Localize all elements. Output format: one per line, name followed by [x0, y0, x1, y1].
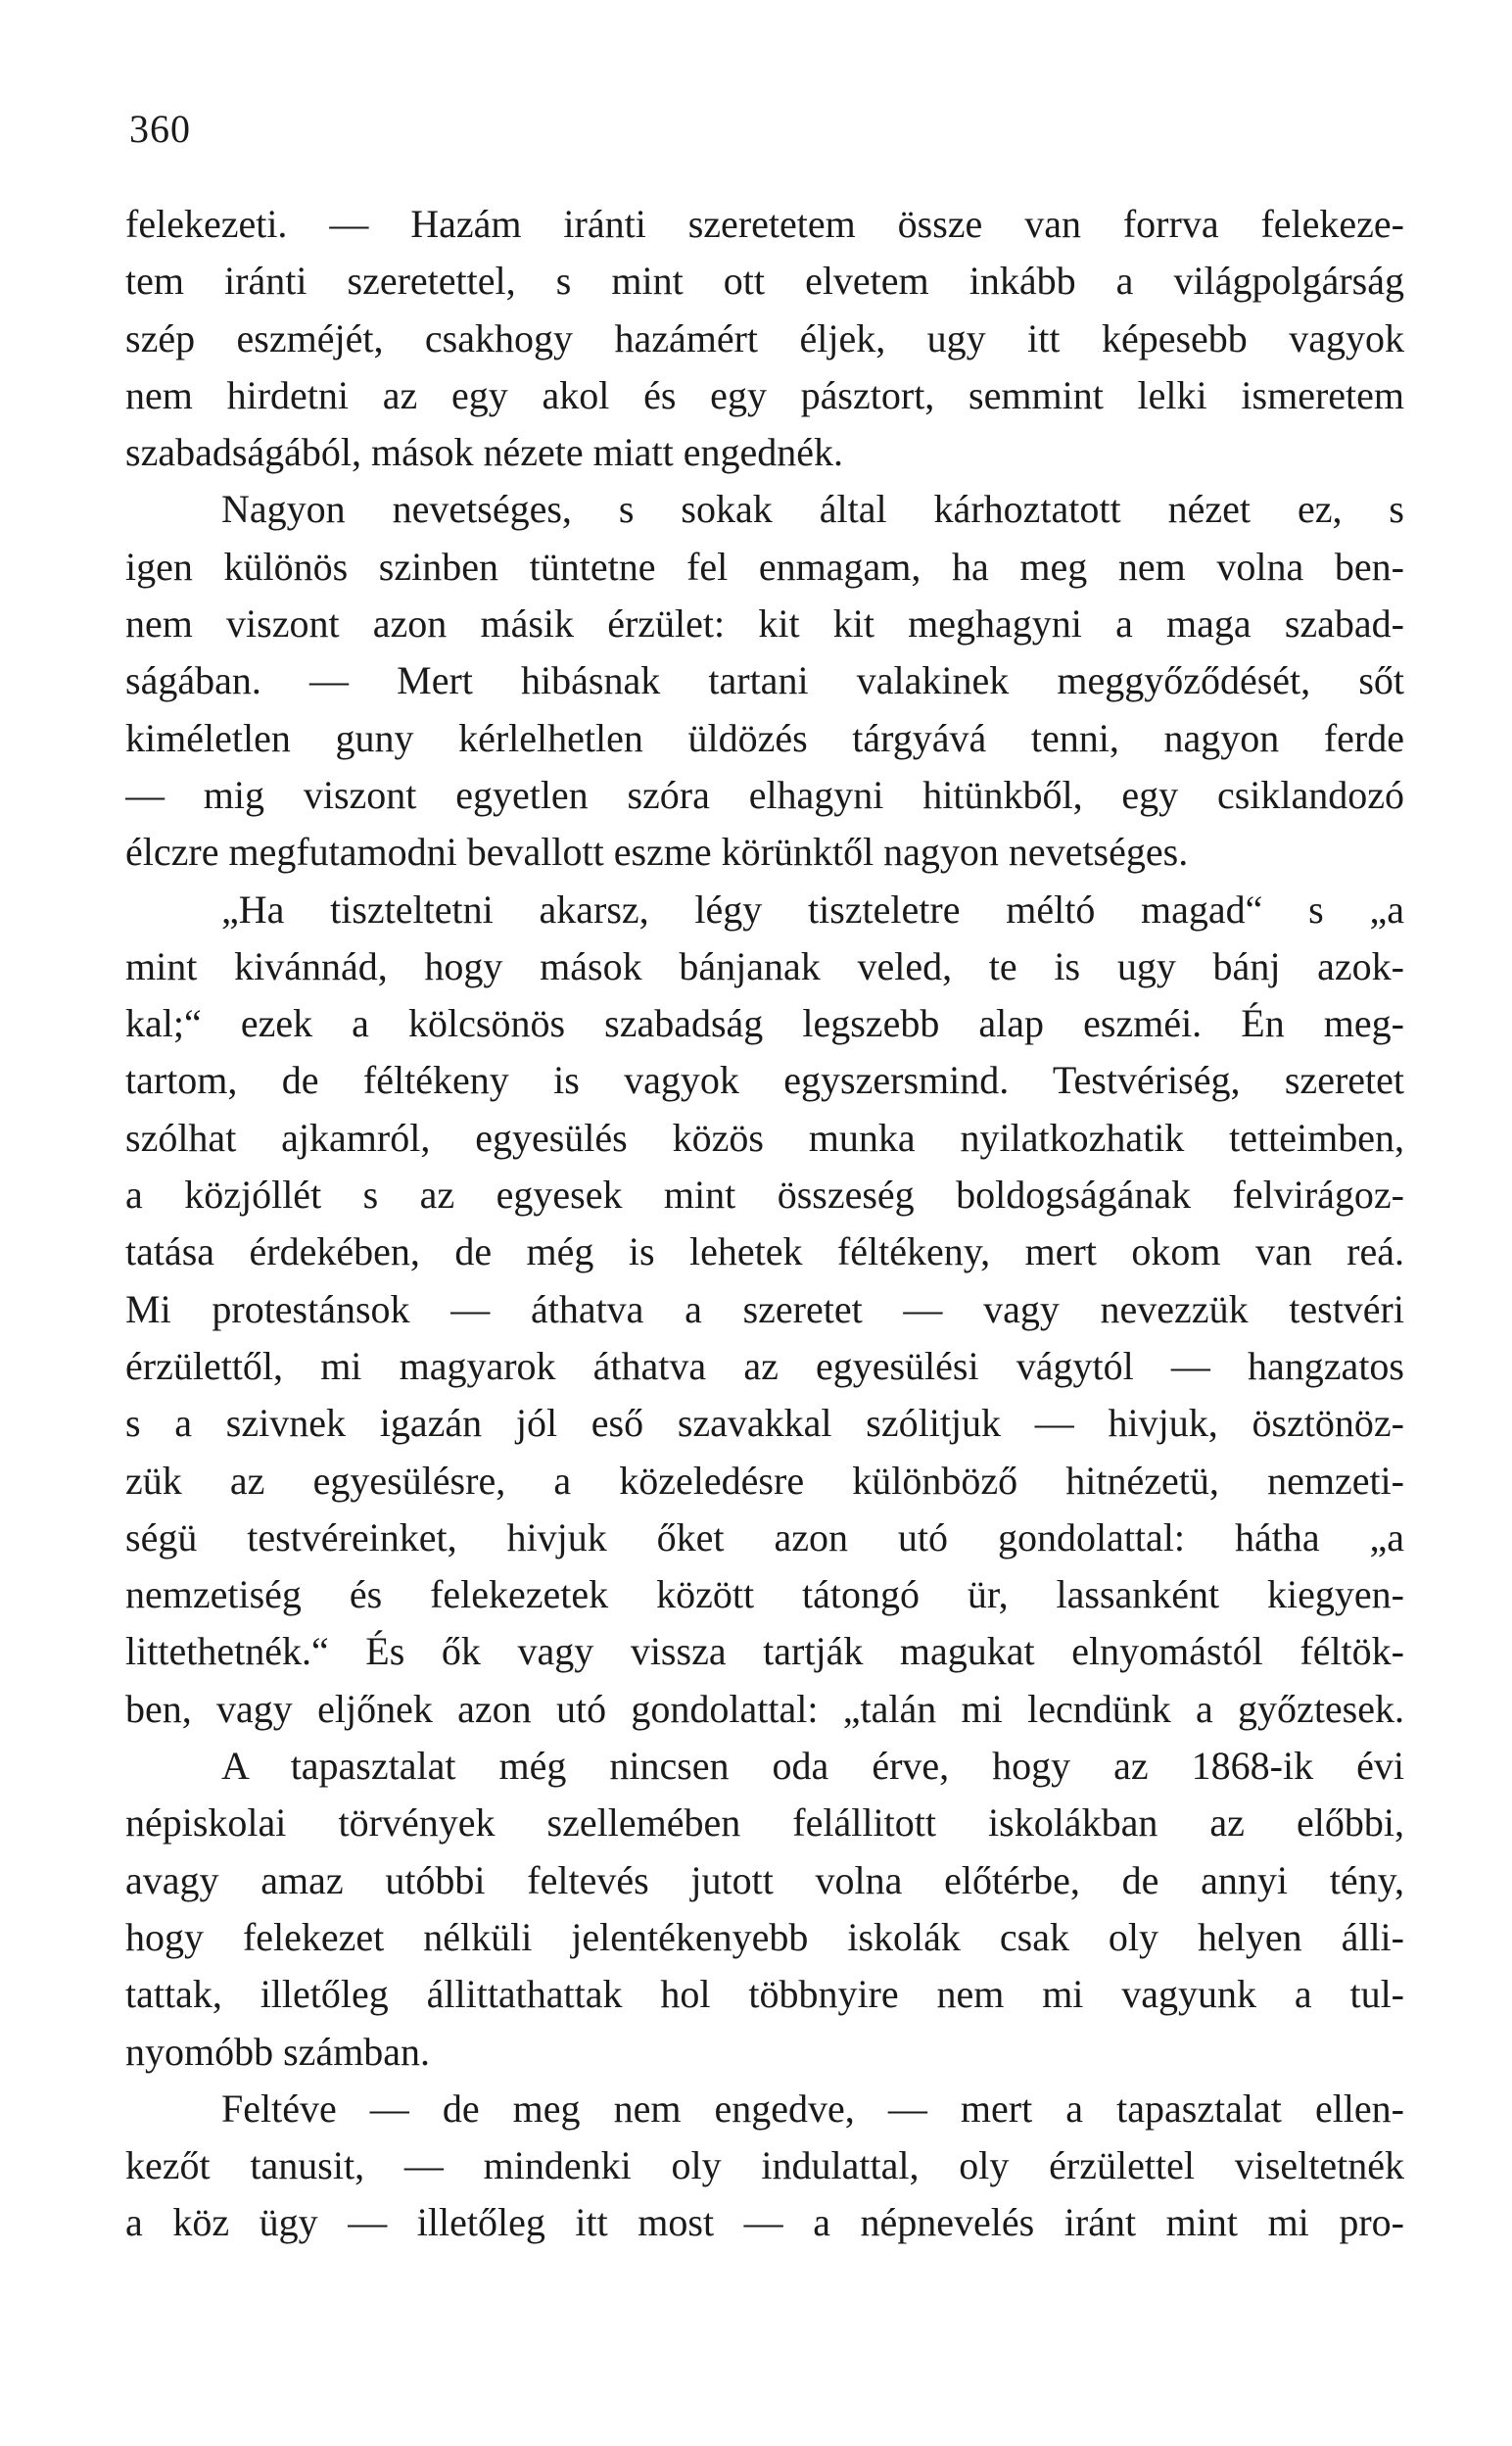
text-line: a közjóllét s az egyesek mint összeség boldogságának felvirágoz- [125, 1173, 1404, 1218]
text-line: kezőt tanusit, — mindenki oly indulattal, oly érzülettel viseltetnék [125, 2143, 1404, 2188]
text-line: nem hirdetni az egy akol és egy pásztort, semmint lelki ismeretem [125, 372, 1404, 417]
text-line: élczre megfutamodni bevallott eszme körünktől nagyon nevetséges. [125, 830, 1189, 875]
text-line: szólhat ajkamról, egyesülés közös munka nyilatkozhatik tetteimben, [125, 1115, 1404, 1160]
text-line: — mig viszont egyetlen szóra elhagyni hitünkből, egy csiklandozó [125, 772, 1404, 817]
text-line: nyomóbb számban. [125, 2029, 431, 2074]
text-line: ságában. — Mert hibásnak tartani valakinek meggyőződését, sőt [125, 658, 1404, 703]
page-number: 360 [129, 107, 191, 151]
text-line: szép eszméjét, csakhogy hazámért éljek, ugy itt képesebb vagyok [125, 315, 1404, 360]
text-line: igen különös szinben tüntetne fel enmagam, ha meg nem volna ben- [125, 544, 1404, 589]
text-line: tartom, de féltékeny is vagyok egyszersmind. Testvériség, szeretet [125, 1058, 1404, 1103]
body-text [125, 196, 1404, 2252]
text-line: s a szivnek igazán jól eső szavakkal szólitjuk — hivjuk, ösztönöz- [125, 1401, 1404, 1446]
text-line: népiskolai törvények szellemében felállitott iskolákban az előbbi, [125, 1800, 1404, 1846]
text-line: hogy felekezet nélküli jelentékenyebb iskolák csak oly helyen álli- [125, 1914, 1404, 1959]
text-line: nemzetiség és felekezetek között tátongó ür, lassanként kiegyen- [125, 1572, 1404, 1617]
text-line: A tapasztalat még nincsen oda érve, hogy az 1868-ik évi [221, 1744, 1404, 1789]
text-line: tattak, illetőleg állittathattak hol többnyire nem mi vagyunk a tul- [125, 1972, 1404, 2017]
text-line: tem iránti szeretettel, s mint ott elvetem inkább a világpolgárság [125, 259, 1404, 304]
text-line: Nagyon nevetséges, s sokak által kárhoztatott nézet ez, s [221, 487, 1404, 532]
text-line: a köz ügy — illetőleg itt most — a népnevelés iránt mint mi pro- [125, 2200, 1404, 2245]
text-line: nem viszont azon másik érzület: kit kit meghagyni a maga szabad- [125, 601, 1404, 647]
text-line: Mi protestánsok — áthatva a szeretet — vagy nevezzük testvéri [125, 1286, 1404, 1331]
text-line: ségü testvéreinket, hivjuk őket azon utó gondolattal: hátha „a [125, 1514, 1404, 1559]
text-line: mint kivánnád, hogy mások bánjanak veled, te is ugy bánj azok- [125, 943, 1404, 988]
text-line: kal;“ ezek a kölcsönös szabadság legszebb alap eszméi. Én meg- [125, 1001, 1404, 1046]
text-line: avagy amaz utóbbi feltevés jutott volna előtérbe, de annyi tény, [125, 1857, 1404, 1902]
text-line: szabadságából, mások nézete miatt engednék. [125, 430, 844, 475]
text-line: littethetnék.“ És ők vagy vissza tartják magukat elnyomástól féltök- [125, 1629, 1404, 1674]
text-line: tatása érdekében, de még is lehetek féltékeny, mert okom van reá. [125, 1229, 1404, 1274]
text-line: felekezeti. — Hazám iránti szeretetem össze van forrva felekeze- [125, 202, 1404, 246]
text-line: érzülettől, mi magyarok áthatva az egyesülési vágytól — hangzatos [125, 1343, 1404, 1388]
text-line: „Ha tiszteltetni akarsz, légy tiszteletre méltó magad“ s „a [221, 887, 1404, 932]
text-line: ben, vagy eljőnek azon utó gondolattal: „talán mi lecndünk a győztesek. [125, 1686, 1404, 1731]
text-line: zük az egyesülésre, a közeledésre különböző hitnézetü, nemzeti- [125, 1458, 1404, 1503]
text-line: Feltéve — de meg nem engedve, — mert a tapasztalat ellen- [221, 2086, 1404, 2131]
text-line: kiméletlen guny kérlelhetlen üldözés tárgyává tenni, nagyon ferde [125, 715, 1404, 760]
